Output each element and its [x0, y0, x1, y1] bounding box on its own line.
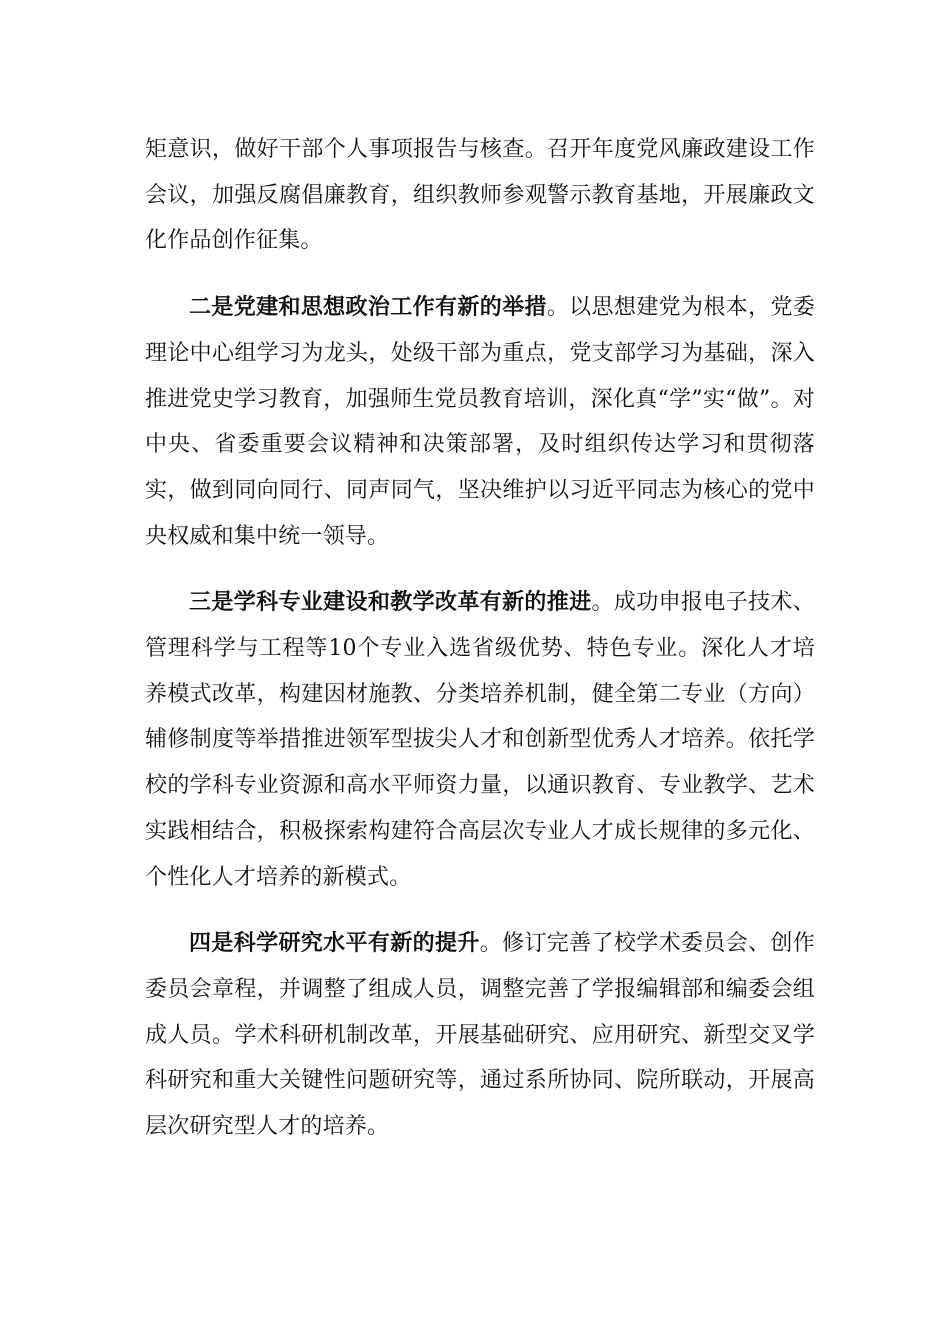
paragraph-heading: 三是学科专业建设和教学改革有新的推进: [189, 589, 592, 616]
paragraph-heading: 二是党建和思想政治工作有新的举措: [189, 294, 547, 321]
paragraph-text: 。以思想建党为根本，党委理论中心组学习为龙头，处级干部为重点，党支部学习为基础，深入推进党史学习教育，加强师生党员教育培训，深化真“学”实“做”。对中央、省委重要会议精神和决策部署，及时组织传达学习和贯彻落实，做到同向同行、同声同气，坚决维护以习近平同志为核心的党中央权威和集中统一领导。: [145, 295, 816, 549]
body-text: [145, 127, 815, 1150]
paragraph-heading: 四是科学研究水平有新的提升: [189, 930, 480, 957]
paragraph-text: 。成功申报电子技术、管理科学与工程等10个专业入选省级优势、特色专业。深化人才培养模式改革，构建因材施教、分类培养机制，健全第二专业（方向）辅修制度等举措推进领军型拔尖人才和创新型优秀人才培养。依托学校的学科专业资源和高水平师资力量，以通识教育、专业教学、艺术实践相结合，积极探索构建符合高层次专业人才成长规律的多元化、个性化人才培养的新模式。: [145, 590, 815, 890]
paragraph-party-building: [145, 285, 815, 559]
paragraph-continuation: [145, 127, 815, 264]
paragraph-text: 矩意识，做好干部个人事项报告与核查。召开年度党风廉政建设工作会议，加强反腐倡廉教育，组织教师参观警示教育基地，开展廉政文化作品创作征集。: [145, 137, 815, 254]
paragraph-discipline-construction: [145, 580, 815, 900]
paragraph-scientific-research: [145, 921, 815, 1150]
paragraph-text: 。修订完善了校学术委员会、创作委员会章程，并调整了组成人员，调整完善了学报编辑部和编委会组成人员。学术科研机制改革，开展基础研究、应用研究、新型交叉学科研究和重大关键性问题研究等，通过系所协同、院所联动，开展高层次研究型人才的培养。: [145, 931, 815, 1140]
